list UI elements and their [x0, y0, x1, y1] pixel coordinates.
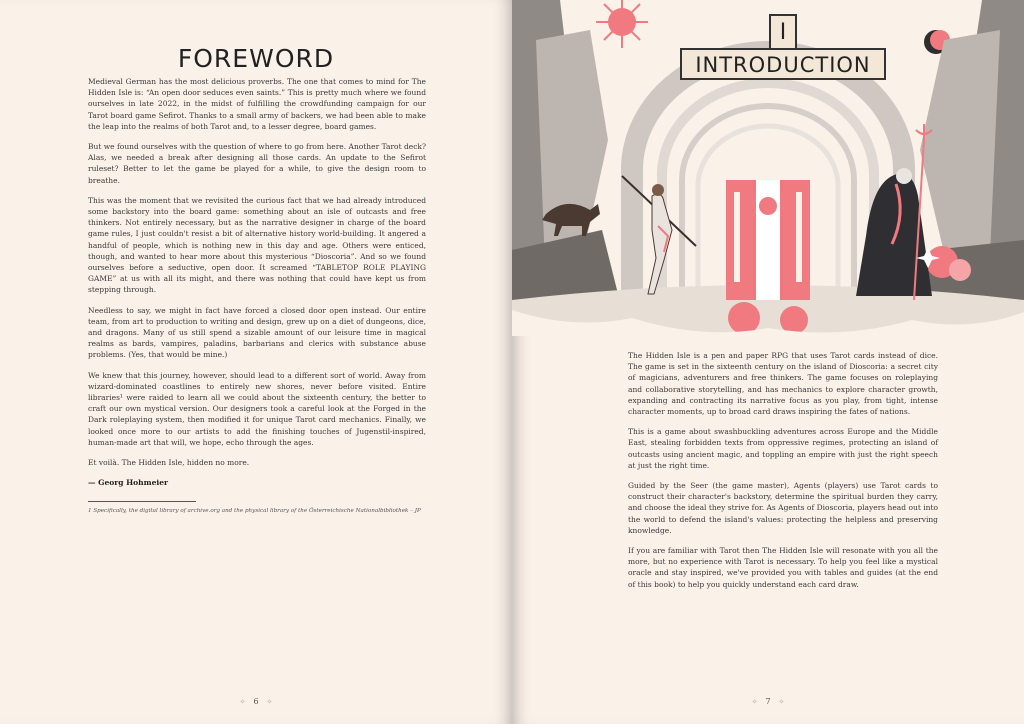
doorway — [726, 180, 810, 300]
chapter-title: INTRODUCTION — [680, 48, 886, 80]
foreword-paragraph: Et voilà. The Hidden Isle, hidden no more. — [88, 458, 250, 468]
footnote: 1 Specifically, the digital library of archive.org and the physical library of the Österreichische Nationalbibliothek – JP — [88, 507, 421, 514]
footnote-divider — [88, 501, 196, 502]
foreword-paragraph: We knew that this journey, however, should lead to a different sort of world. Away from wizard-dominated coastlines to entirely new shores, never before visited. Entire libraries¹ were raided to learn all we could about the sixteenth century, the better to craft our own mystical version. Our designers took a careful look at the Forged in the Dark roleplaying system, then modified it for unique Tarot card mechanics. Finally, we looked once more to our artists to add the finishing touches of Jugenstil-inspired, human-made art that will, we hope, echo through the ages. — [88, 370, 426, 447]
ornament-icon: ✧ — [266, 698, 273, 706]
page-number: 6 — [253, 697, 259, 706]
foreword-body — [88, 76, 426, 515]
ornament-icon: ✧ — [751, 698, 758, 706]
right-page — [512, 0, 1024, 724]
chapter-heading — [680, 14, 886, 80]
chapter-illustration — [512, 0, 1024, 336]
page-number-right — [512, 697, 1024, 706]
chapter-numeral: I — [769, 14, 797, 50]
introduction-body — [628, 350, 938, 599]
intro-paragraph: If you are familiar with Tarot then The Hidden Isle will resonate with you all the more, but no experience with Tarot is necessary. To help you feel like a mystical oracle and stay inspired, we've provided you with tables and guides (at the end of this book) to help you quickly understand each card draw. — [628, 546, 938, 589]
intro-paragraph: This is a game about swashbuckling adventures across Europe and the Middle East, stealing forbidden texts from oppressive regimes, protecting an island of outcasts using ancient magic, and toppling an empire with just the right speech at just the right time. — [628, 427, 938, 470]
intro-paragraph: Guided by the Seer (the game master), Agents (players) use Tarot cards to construct their character's backstory, determine the spiritual burden they carry, and choose the ideal they strive for. As Agents of Dioscoria, players head out into the world to defend the island's values: protecting the helpless and preserving knowledge. — [628, 481, 938, 535]
foreword-paragraph: But we found ourselves with the question of where to go from here. Another Tarot deck? Alas, we needed a break after designing all those cards. An update to the Sefirot ruleset? Better to let the game be played for a while, to give the design room to breathe. — [88, 142, 426, 185]
page-number: 7 — [765, 697, 771, 706]
foreword-paragraph: This was the moment that we revisited the curious fact that we had already introduced some backstory into the board game: something about an isle of outcasts and free thinkers. Not entirely necessary, but as the narrative designer in charge of the board game rules, I just couldn't resist a bit of alternative history world-building. It angered a handful of people, which is nothing new in this day and age. Others were enticed, though, and wanted to hear more about this mysterious “Dioscoria”. And so we found ourselves before a seductive, open door. It screamed “TABLETOP ROLE PLAYING GAME” at us with all its might, and there was nothing that could have kept us from stepping through. — [88, 195, 426, 295]
foreword-title: FOREWORD — [177, 44, 335, 73]
author-signature: — Georg Hohmeier — [88, 478, 168, 488]
intro-paragraph: The Hidden Isle is a pen and paper RPG that uses Tarot cards instead of dice. The game is set in the sixteenth century on the island of Dioscoria: a secret city of magicians, adventurers and free thinkers. The game focuses on roleplaying and collaborative storytelling, and has mechanics to explore character growth, expanding and contracting its narrative focus as you play, from tight, intense character moments, up to broad card draws inspiring the fates of nations. — [628, 351, 938, 417]
foreword-paragraph: Needless to say, we might in fact have forced a closed door open instead. Our entire team, from art to production to writing and design, grew up on a diet of dungeons, dice, and dragons. Many of us still spend a sizable amount of our leisure time in magical realms as bards, vampires, paladins, barbarians and clerics with substance abuse problems. (Yes, that would be mine.) — [88, 305, 426, 360]
page-number-left — [0, 697, 512, 706]
foreword-paragraph: Medieval German has the most delicious proverbs. The one that comes to mind for The Hidden Isle is: “An open door seduces even saints.” This is pretty much where we found ourselves in late 2022, in the midst of fulfilling the crowdfunding campaign for our Tarot board game Sefirot. Thanks to a small army of backers, we had been able to make the leap into the realms of both Tarot and, to a lesser degree, board games. — [88, 77, 426, 131]
ornament-icon: ✧ — [239, 698, 246, 706]
ornament-icon: ✧ — [778, 698, 785, 706]
